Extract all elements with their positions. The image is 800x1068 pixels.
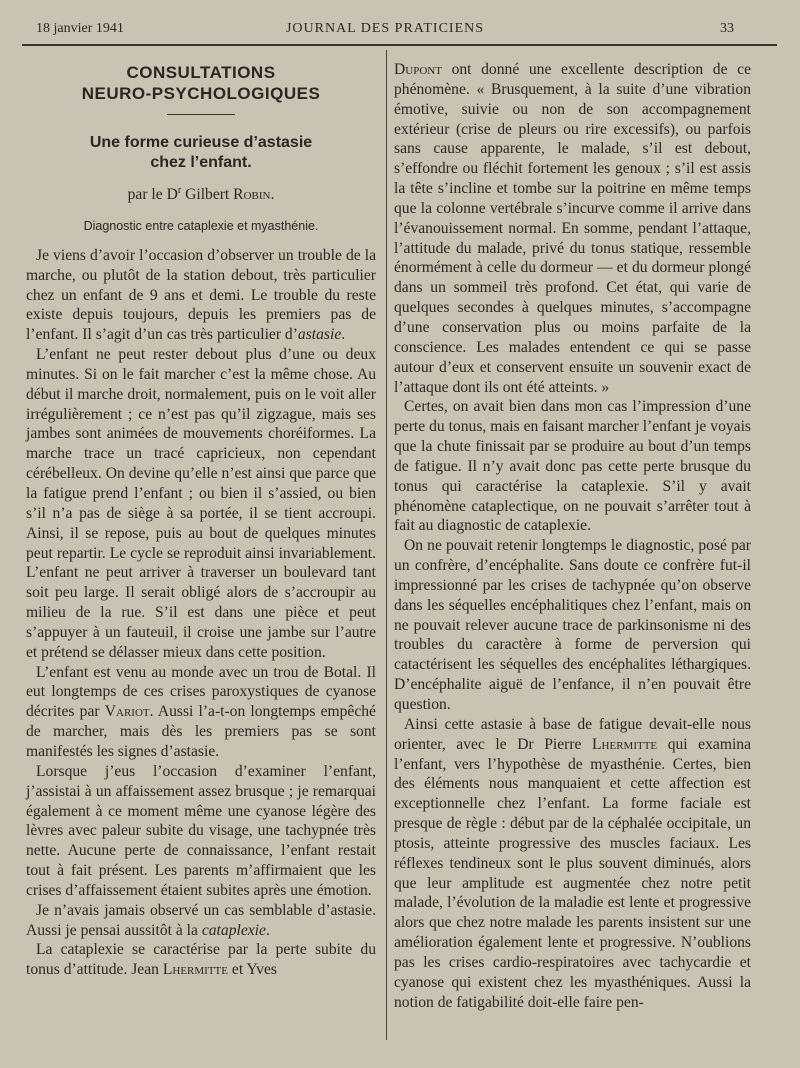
column-divider bbox=[386, 50, 387, 1040]
left-p3-name: Variot bbox=[104, 703, 150, 721]
left-paragraph-6 bbox=[26, 940, 376, 980]
article-title bbox=[26, 133, 376, 173]
left-p5-italic: cataplexie bbox=[201, 921, 266, 939]
page-header bbox=[36, 20, 734, 38]
left-p5-end: . bbox=[265, 921, 270, 939]
left-p6-end: et Yves bbox=[228, 961, 277, 979]
right-paragraph-1 bbox=[394, 60, 751, 397]
right-paragraph-2: Certes, on avait bien dans mon cas l’impression d’une perte du tonus, mais en faisant marcher l’enfant je voyais que la chute finissait par se produire au bout d’un temps de fatigue. Il n’y avait donc pas cette perte brusque du tonus qui caractérise la cataplexie. S’il y avait phénomène cataplectique, on ne pouvait s’arrêter tout à fait au diagnostic de cataplexie. bbox=[394, 398, 751, 535]
byline-prefix: par le D bbox=[127, 186, 178, 204]
byline bbox=[26, 181, 376, 205]
left-paragraph-3 bbox=[26, 663, 376, 762]
left-p1-text: Je viens d’avoir l’occasion d’observer un trouble de la marche, ou plutôt de la station debout, très particulier chez un enfant de 9 ans et demi. Le trouble du reste existe depuis toujours, depuis les premiers pas de l’enfant. Il s’agit d’un cas très particulier d’ bbox=[26, 246, 376, 344]
left-p3-end: . Aussi l’a-t-on longtemps empêché de marcher, mais dès les premiers pas se sont manifestés les signes d’astasie. bbox=[26, 703, 376, 760]
right-paragraph-4 bbox=[394, 715, 751, 1013]
right-p4-name: Lhermitte bbox=[592, 735, 658, 753]
issue-date: 18 janvier 1941 bbox=[36, 21, 124, 36]
left-p6-name: Lhermitte bbox=[162, 961, 228, 979]
byline-sup: r bbox=[177, 185, 182, 196]
author-last-name: Robin bbox=[233, 186, 271, 204]
right-p4-end: qui examina l’enfant, vers l’hypothèse de myasthénie. Certes, bien des éléments nous manquaient et cette affection est exceptionnelle chez l’enfant. La forme faciale est presque de règle : début par de la céphalée occipitale, un ptosis, atteinte progressive des muscles faciaux. Les réflexes tendineux sont le plus souvent diminués, alors que leur amplitude est augmentée chez notre petit malade, l’évolution de la maladie est lente et progressive alors que chez notre malade les parents insistent sur une amélioration également lente et progressive. N’oublions pas les crises cardio-respiratoires avec tachycardie et cyanose qui existent chez les myasthéniques. Aussi la notion de fatigabilité doit-elle faire pen- bbox=[394, 735, 751, 1011]
heading-rule bbox=[167, 114, 235, 115]
right-p4-text: Ainsi cette astasie à base de fatigue devait-elle nous orienter, avec le Dr Pierre bbox=[394, 715, 751, 753]
page-number: 33 bbox=[720, 21, 734, 36]
left-paragraph-4: Lorsque j’eus l’occasion d’examiner l’enfant, j’assistai à un affaissement assez brusque ; je remarquai également à ce moment même une cyanose légère des lèvres avec paleur subite du visage, une tachypnée très nette. Aucune perte de connaissance, l’enfant restait tout à fait présent. Les parents m’affirmaient que les crises d’affaissement étaient subites après une émotion. bbox=[26, 762, 376, 899]
left-p3-text: L’enfant est venu au monde avec un trou de Botal. Il eut longtemps de ces crises paroxystiques de cyanose décrites par bbox=[26, 663, 376, 721]
left-column bbox=[26, 60, 376, 980]
journal-title: JOURNAL DES PRATICIENS bbox=[285, 21, 485, 36]
left-paragraph-1 bbox=[26, 246, 376, 345]
section-heading-line-1: CONSULTATIONS bbox=[126, 63, 276, 82]
left-p6-text: La cataplexie se caractérise par la perte subite du tonus d’attitude. Jean bbox=[26, 941, 376, 979]
right-p1-text: ont donné une excellente description de ce phénomène. « Brusquement, à la suite d’une vibration émotive, suivie ou non de son accompagnement extérieur (crise de pleurs ou rire excessifs), ou parfois sans cause apparente, le malade, s’il est debout, s’effondre ou fléchit fortement les genoux ; s’il est assis la tête s’incline et tombe sur la poitrine en même temps que la colonne vertébrale s’incurve comme il arrive dans l’évanouissement normal. En somme, pendant l’attaque, l’attitude du malade, privé du tonus statique, ressemble énormément à celle du dormeur — et du dormeur plongé dans un sommeil très profond. Cet état, qui varie de quelques secondes à quelques minutes, s’accompagne d’une conservation plus ou moins parfaite de la conscience. Les malades entendent ce qui se passe autour d’eux et conservent ensuite un souvenir exact de l’attaque dont ils ont été atteints. » bbox=[394, 61, 751, 396]
left-p1-italic: astasie bbox=[297, 326, 342, 344]
right-column bbox=[394, 60, 751, 1013]
left-paragraph-5 bbox=[26, 901, 376, 941]
article-title-line-1: Une forme curieuse d’astasie bbox=[89, 134, 313, 151]
article-subtitle: Diagnostic entre cataplexie et myasthénie. bbox=[83, 219, 319, 234]
article-title-line-2: chez l’enfant. bbox=[150, 154, 252, 171]
header-rule bbox=[22, 44, 777, 46]
right-paragraph-3: On ne pouvait retenir longtemps le diagnostic, posé par un confrère, d’encéphalite. Sans doute ce confrère fut-il impressionné par les crises de tachypnée qu’on observe dans les séquelles encéphalitiques chez l’enfant, mais on ne pouvait relever aucune trace de parkinsonisme ni des troubles du caractère à forme de perversion qui catactérisent les séquelles des encéphalites léthargiques. D’encéphalite aiguë de l’enfance, il n’en pouvait être question. bbox=[394, 537, 751, 713]
left-p1-end: . bbox=[341, 326, 346, 344]
left-paragraph-2: L’enfant ne peut rester debout plus d’une ou deux minutes. Si on le fait marcher c’est la même chose. Au début il marche droit, normalement, puis on le voit aller irrégulièrement ; ce n’est pas qu’il zigzague, mais ses jambes sont animées de mouvements choréiformes. La marche trace un tracé capricieux, non cependant cérébelleux. On devine qu’elle n’est ainsi que parce que la fatigue prend l’enfant ; ou bien il s’assied, ou bien s’il n’a pas de siège à sa portée, il se tient accroupi. Ainsi, il se repose, puis au bout de quelques minutes peut repartir. Le cycle se reproduit ainsi invariablement. L’enfant ne peut arriver à traverser un boulevard tant soit peu large. Il serait obligé alors de s’accroupir au milieu de la rue. S’il est dans une pièce et peut s’appuyer à un fauteuil, il croise une jambe sur l’autre et prétend se délasser mieux dans cette position. bbox=[26, 346, 376, 661]
byline-end: . bbox=[270, 186, 275, 204]
section-heading-line-2: NEURO-PSYCHOLOGIQUES bbox=[81, 84, 321, 103]
left-p5-text: Je n’avais jamais observé un cas semblable d’astasie. Aussi je pensai aussitôt à la bbox=[26, 901, 376, 939]
section-heading bbox=[26, 62, 376, 104]
right-p1-name: Dupont bbox=[394, 61, 442, 78]
author-first-name: Gilbert bbox=[185, 186, 230, 204]
